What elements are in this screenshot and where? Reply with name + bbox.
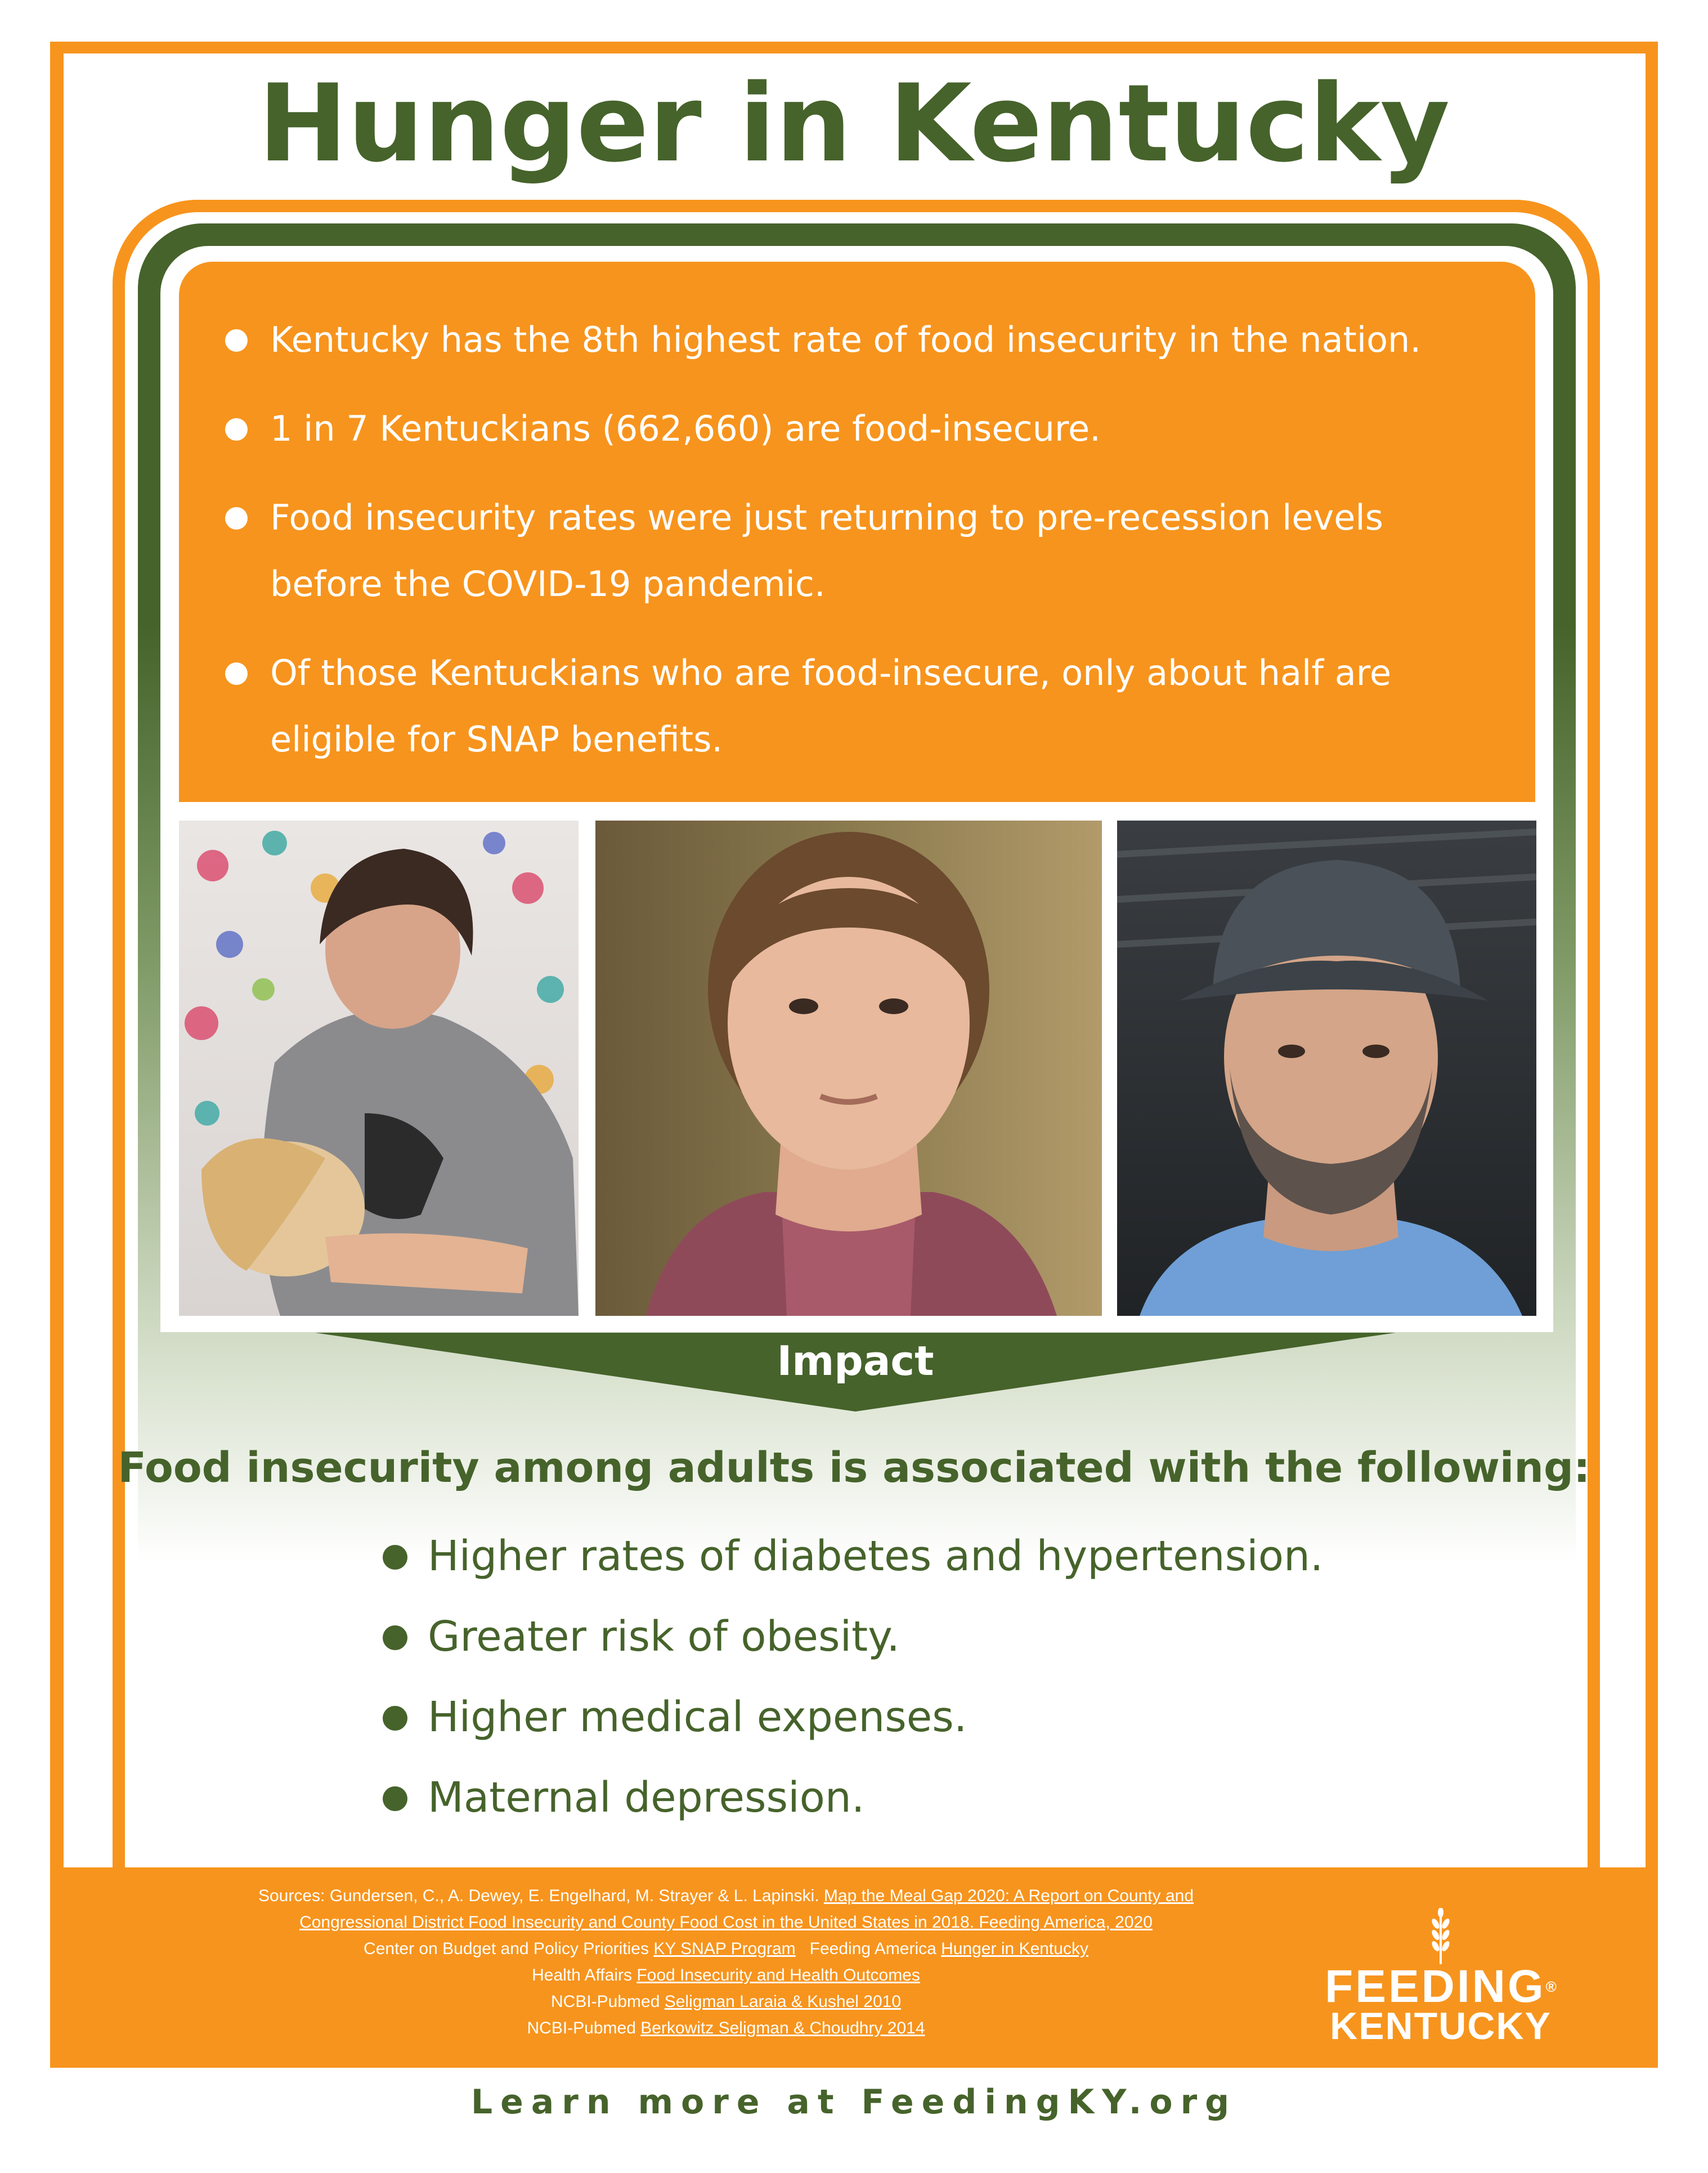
fact-item bbox=[225, 485, 1496, 617]
bullet-icon bbox=[383, 1545, 407, 1570]
source-line bbox=[113, 1962, 1339, 1988]
woman-portrait-photo bbox=[595, 821, 1102, 1316]
source-link[interactable]: Berkowitz Seligman & Choudhry 2014 bbox=[640, 2019, 925, 2037]
source-line bbox=[113, 1909, 1339, 1935]
fact-item bbox=[225, 640, 1496, 773]
feeding-kentucky-logo bbox=[1300, 1908, 1581, 2054]
source-text: Health Affairs bbox=[532, 1966, 637, 1984]
source-link[interactable]: Hunger in Kentucky bbox=[941, 1939, 1088, 1958]
fact-text: Food insecurity rates were just returning to pre-recession levels before the COVID-19 pandemic. bbox=[270, 497, 1383, 604]
source-link[interactable]: Congressional District Food Insecurity and County Food Cost in the United States in 2018. Feeding America, 2020 bbox=[299, 1913, 1153, 1932]
source-text: NCBI-Pubmed bbox=[527, 2019, 641, 2037]
bullet-icon bbox=[383, 1625, 407, 1650]
learn-more-link[interactable]: Learn more at FeedingKY.org bbox=[470, 2082, 1238, 2122]
fact-item bbox=[225, 307, 1496, 373]
impact-label: Impact bbox=[777, 1337, 934, 1385]
wheat-icon bbox=[1429, 1908, 1452, 1964]
bullet-icon bbox=[383, 1786, 407, 1811]
sources bbox=[113, 1883, 1339, 2041]
bullet-icon bbox=[383, 1706, 407, 1731]
fact-text: 1 in 7 Kentuckians (662,660) are food-insecure. bbox=[270, 408, 1101, 449]
bullet-icon bbox=[225, 329, 248, 352]
logo-text-kentucky: KENTUCKY bbox=[1330, 2005, 1552, 2047]
source-line bbox=[113, 1935, 1339, 1962]
impact-list bbox=[383, 1525, 1564, 1847]
fact-item bbox=[225, 396, 1496, 462]
bullet-icon bbox=[225, 418, 248, 441]
impact-text: Greater risk of obesity. bbox=[428, 1612, 900, 1661]
impact-text: Higher medical expenses. bbox=[428, 1693, 967, 1741]
logo-word: FEEDING bbox=[1325, 1961, 1546, 2012]
bullet-icon bbox=[225, 662, 248, 685]
impact-heading: Food insecurity among adults is associated with the following: bbox=[118, 1444, 1590, 1492]
impact-item bbox=[383, 1767, 1564, 1847]
impact-text: Maternal depression. bbox=[428, 1773, 865, 1822]
registered-mark: ® bbox=[1545, 1978, 1557, 1995]
source-text: NCBI-Pubmed bbox=[550, 1992, 665, 2011]
source-link[interactable]: Map the Meal Gap 2020: A Report on County and bbox=[823, 1887, 1194, 1905]
source-link[interactable]: Food Insecurity and Health Outcomes bbox=[636, 1966, 920, 1984]
source-text: Feeding America bbox=[795, 1939, 942, 1958]
impact-item bbox=[383, 1525, 1564, 1606]
impact-item bbox=[383, 1686, 1564, 1767]
bullet-icon bbox=[225, 507, 248, 530]
source-text: Center on Budget and Policy Priorities bbox=[364, 1939, 654, 1958]
source-link[interactable]: Seligman Laraia & Kushel 2010 bbox=[664, 1992, 902, 2011]
source-line bbox=[113, 2015, 1339, 2041]
mother-and-child-photo bbox=[179, 821, 579, 1316]
source-line bbox=[113, 1988, 1339, 2015]
man-in-cap-portrait-photo bbox=[1117, 821, 1536, 1316]
source-line bbox=[113, 1883, 1339, 1909]
impact-item bbox=[383, 1606, 1564, 1686]
facts-box bbox=[179, 262, 1535, 802]
source-text: Sources: Gundersen, C., A. Dewey, E. Engelhard, M. Strayer & L. Lapinski. bbox=[258, 1887, 824, 1905]
page-title: Hunger in Kentucky bbox=[258, 61, 1450, 186]
impact-text: Higher rates of diabetes and hypertension. bbox=[428, 1532, 1324, 1580]
fact-text: Kentucky has the 8th highest rate of food insecurity in the nation. bbox=[270, 319, 1422, 360]
fact-text: Of those Kentuckians who are food-insecure, only about half are eligible for SNAP benefits. bbox=[270, 652, 1391, 760]
source-link[interactable]: KY SNAP Program bbox=[653, 1939, 796, 1958]
